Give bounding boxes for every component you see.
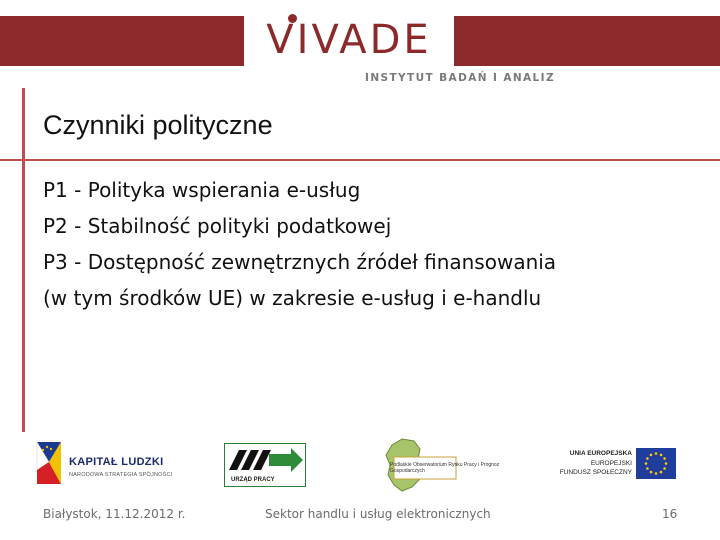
kapital-ludzki-flag-icon bbox=[35, 440, 63, 486]
logo-subtitle-text: INSTYTUT BADAŃ I ANALIZ bbox=[365, 72, 555, 84]
slide-content bbox=[43, 172, 703, 316]
frame-vertical-line bbox=[22, 88, 25, 432]
vivade-logo bbox=[244, 14, 454, 69]
content-line-p2: P2 - Stabilność polityki podatkowej bbox=[43, 214, 392, 238]
content-line-p3-continued: (w tym środków UE) w zakresie e-usług i e-handlu bbox=[43, 286, 542, 310]
page-number: 16 bbox=[662, 507, 678, 521]
obserwatorium-label: Podlaskie Obserwatorium Rynku Pracy i Prognoz Gospodarczych bbox=[390, 462, 500, 474]
urzad-pracy-logo bbox=[224, 443, 306, 487]
ue-line-1: UNIA EUROPEJSKA bbox=[569, 450, 632, 457]
content-line-p1: P1 - Polityka wspierania e‑usług bbox=[43, 178, 361, 202]
ue-line-3: FUNDUSZ SPOŁECZNY bbox=[559, 469, 632, 476]
logo-text: VIVADE bbox=[266, 17, 432, 63]
unia-europejska-logo bbox=[540, 440, 680, 486]
eu-flag-icon bbox=[636, 448, 676, 479]
logo-subtitle bbox=[0, 72, 720, 84]
kapital-ludzki-logo bbox=[35, 440, 175, 492]
urzad-pracy-arrow-icon bbox=[225, 444, 305, 476]
urzad-pracy-label: URZĄD PRACY bbox=[231, 477, 275, 483]
kapital-ludzki-subtitle: NARODOWA STRATEGIA SPÓJNOŚCI bbox=[69, 472, 173, 478]
footer-date: Białystok, 11.12.2012 r. bbox=[43, 507, 186, 521]
content-line-p3: P3 - Dostępność zewnętrznych źródeł finansowania bbox=[43, 250, 557, 274]
ue-line-2: EUROPEJSKI bbox=[590, 460, 632, 467]
obserwatorium-logo bbox=[380, 437, 504, 493]
slide-title: Czynniki polityczne bbox=[43, 110, 273, 140]
frame-horizontal-line bbox=[0, 159, 720, 161]
footer-title: Sektor handlu i usług elektronicznych bbox=[265, 507, 491, 521]
kapital-ludzki-title: KAPITAŁ LUDZKI bbox=[69, 456, 164, 468]
